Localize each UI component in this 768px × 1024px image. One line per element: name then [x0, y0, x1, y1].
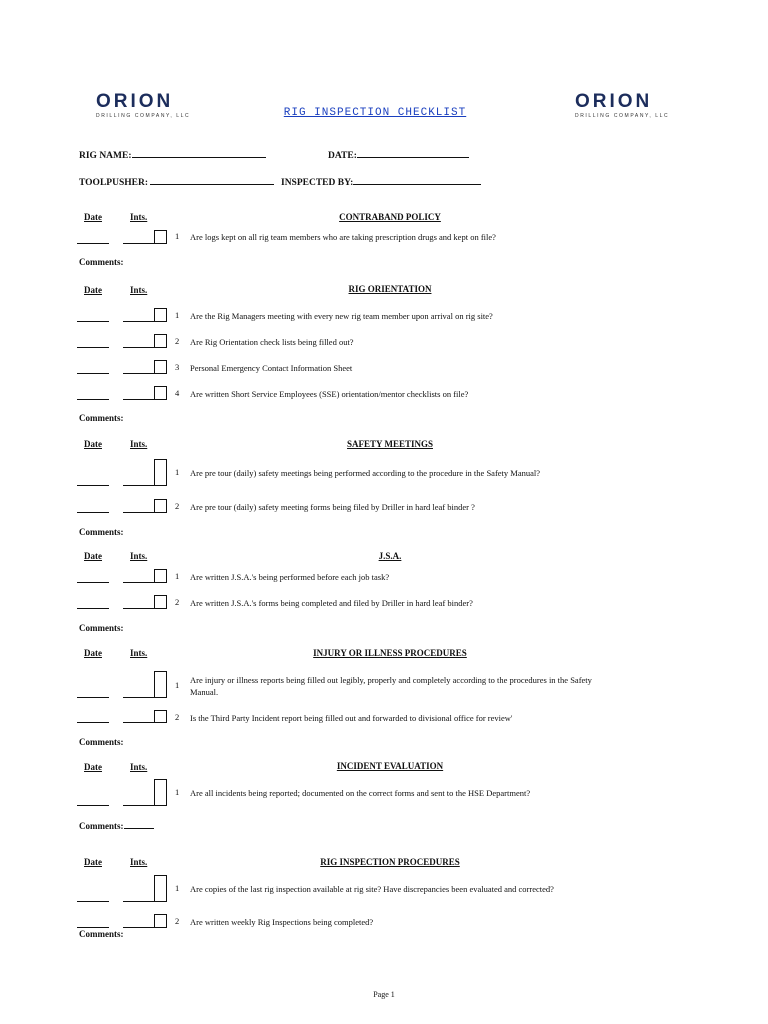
initials-entry-line[interactable]: [123, 321, 154, 322]
comments-label: Comments:: [79, 527, 124, 537]
date-entry-line[interactable]: [77, 901, 109, 902]
section-title: INCIDENT EVALUATION: [336, 761, 444, 771]
item-number: 2: [175, 597, 180, 607]
date-column-header: Date: [84, 857, 102, 867]
initials-entry-line[interactable]: [123, 901, 154, 902]
initials-entry-line[interactable]: [123, 805, 154, 806]
checkbox[interactable]: [154, 671, 167, 698]
item-question: Are injury or illness reports being filled out legibly, properly and completely according to the procedures in the Safety Manual.: [190, 675, 592, 697]
initials-entry-line[interactable]: [123, 697, 154, 698]
checkbox[interactable]: [154, 779, 167, 806]
item-number: 1: [175, 680, 180, 690]
date-column-header: Date: [84, 212, 102, 222]
item-question: Are written J.S.A.'s forms being completed and filed by Driller in hard leaf binder?: [190, 598, 473, 608]
checkbox[interactable]: [154, 499, 167, 513]
item-question: Are logs kept on all rig team members who are taking prescription drugs and kept on file?: [190, 232, 496, 242]
item-number: 1: [175, 467, 180, 477]
date-column-header: Date: [84, 551, 102, 561]
initials-entry-line[interactable]: [123, 373, 154, 374]
item-number: 3: [175, 362, 180, 372]
rig-name-label: RIG NAME:: [79, 151, 132, 161]
item-number: 1: [175, 231, 180, 241]
item-number: 2: [175, 501, 180, 511]
date-entry-line[interactable]: [77, 321, 109, 322]
date-entry-line[interactable]: [77, 722, 109, 723]
ints-column-header: Ints.: [130, 857, 148, 867]
date-field: [328, 148, 469, 161]
item-question: Are written weekly Rig Inspections being completed?: [190, 917, 374, 927]
initials-entry-line[interactable]: [123, 243, 154, 244]
date-entry-line[interactable]: [77, 399, 109, 400]
date-entry-line[interactable]: [77, 608, 109, 609]
date-entry-line[interactable]: [77, 927, 109, 928]
inspected-by-field: [281, 175, 481, 188]
item-number: 1: [175, 787, 180, 797]
checkbox[interactable]: [154, 360, 167, 374]
ints-column-header: Ints.: [130, 439, 148, 449]
logo-wordmark: ORION: [575, 91, 653, 112]
ints-column-header: Ints.: [130, 212, 148, 222]
date-column-header: Date: [84, 439, 102, 449]
checkbox[interactable]: [154, 710, 167, 723]
rig-name-field: [79, 148, 266, 161]
checkbox[interactable]: [154, 459, 167, 486]
item-question: Are the Rig Managers meeting with every new rig team member upon arrival on rig site?: [190, 311, 493, 321]
inspected-by-label: INSPECTED BY:: [281, 178, 354, 188]
ints-column-header: Ints.: [130, 648, 148, 658]
date-entry-line[interactable]: [77, 347, 109, 348]
item-number: 1: [175, 310, 180, 320]
checkbox[interactable]: [154, 569, 167, 583]
item-question: Are written J.S.A.'s being performed before each job task?: [190, 572, 390, 582]
checkbox[interactable]: [154, 386, 167, 400]
toolpusher-field: [79, 175, 274, 188]
inspected-by-input[interactable]: [353, 175, 481, 185]
initials-entry-line[interactable]: [123, 399, 154, 400]
checkbox[interactable]: [154, 334, 167, 348]
section-title: J.S.A.: [378, 551, 402, 561]
toolpusher-input[interactable]: [150, 175, 274, 185]
date-entry-line[interactable]: [77, 243, 109, 244]
section-title: INJURY OR ILLNESS PROCEDURES: [313, 648, 467, 658]
initials-entry-line[interactable]: [123, 927, 154, 928]
item-number: 4: [175, 388, 180, 398]
date-entry-line[interactable]: [77, 805, 109, 806]
checkbox[interactable]: [154, 230, 167, 244]
document-title: RIG INSPECTION CHECKLIST: [283, 107, 467, 119]
item-question: Are written Short Service Employees (SSE) orientation/mentor checklists on file?: [190, 389, 469, 399]
date-entry-line[interactable]: [77, 373, 109, 374]
initials-entry-line[interactable]: [123, 485, 154, 486]
item-question: Are all incidents being reported; documented on the correct forms and sent to the HSE Department?: [190, 788, 531, 798]
date-entry-line[interactable]: [77, 485, 109, 486]
comments-label: Comments:: [79, 623, 124, 633]
initials-entry-line[interactable]: [123, 512, 154, 513]
section-title: CONTRABAND POLICY: [339, 212, 441, 222]
company-logo-right: [575, 92, 669, 119]
section-title: RIG ORIENTATION: [348, 284, 432, 294]
item-question: Is the Third Party Incident report being filled out and forwarded to divisional office for review': [190, 713, 513, 723]
section-title: SAFETY MEETINGS: [347, 439, 433, 449]
item-question: Are pre tour (daily) safety meetings being performed according to the procedure in the Safety Manual?: [190, 468, 541, 478]
comments-label: Comments:: [79, 821, 124, 831]
item-number: 2: [175, 712, 180, 722]
checkbox[interactable]: [154, 308, 167, 322]
ints-column-header: Ints.: [130, 762, 148, 772]
date-label: DATE:: [328, 151, 357, 161]
toolpusher-label: TOOLPUSHER:: [79, 178, 148, 188]
ints-column-header: Ints.: [130, 285, 148, 295]
item-number: 1: [175, 883, 180, 893]
checkbox[interactable]: [154, 595, 167, 609]
date-input[interactable]: [357, 148, 469, 158]
date-column-header: Date: [84, 762, 102, 772]
initials-entry-line[interactable]: [123, 722, 154, 723]
item-number: 2: [175, 916, 180, 926]
comments-field: [79, 819, 154, 831]
comments-label: Comments:: [79, 413, 124, 423]
logo-wordmark: ORION: [96, 91, 174, 112]
date-entry-line[interactable]: [77, 582, 109, 583]
checkbox[interactable]: [154, 875, 167, 902]
item-question: Are copies of the last rig inspection available at rig site? Have discrepancies been evaluated and corrected?: [190, 884, 554, 894]
comments-label: Comments:: [79, 737, 124, 747]
date-entry-line[interactable]: [77, 512, 109, 513]
item-question: Are Rig Orientation check lists being filled out?: [190, 337, 354, 347]
section-title: RIG INSPECTION PROCEDURES: [320, 857, 460, 867]
date-entry-line[interactable]: [77, 697, 109, 698]
logo-subtitle: DRILLING COMPANY, LLC: [575, 113, 670, 119]
logo-subtitle: DRILLING COMPANY, LLC: [96, 113, 191, 119]
item-number: 2: [175, 336, 180, 346]
comments-label: Comments:: [79, 929, 124, 939]
date-column-header: Date: [84, 285, 102, 295]
comments-label: Comments:: [79, 257, 124, 267]
checkbox[interactable]: [154, 914, 167, 928]
ints-column-header: Ints.: [130, 551, 148, 561]
company-logo-left: [96, 92, 190, 119]
comments-input-line[interactable]: [124, 819, 154, 829]
item-number: 1: [175, 571, 180, 581]
item-question: Are pre tour (daily) safety meeting forms being filed by Driller in hard leaf binder ?: [190, 502, 475, 512]
item-question: Personal Emergency Contact Information Sheet: [190, 363, 353, 373]
initials-entry-line[interactable]: [123, 582, 154, 583]
rig-name-input[interactable]: [132, 148, 266, 158]
date-column-header: Date: [84, 648, 102, 658]
initials-entry-line[interactable]: [123, 347, 154, 348]
initials-entry-line[interactable]: [123, 608, 154, 609]
page-number: Page 1: [373, 990, 395, 999]
